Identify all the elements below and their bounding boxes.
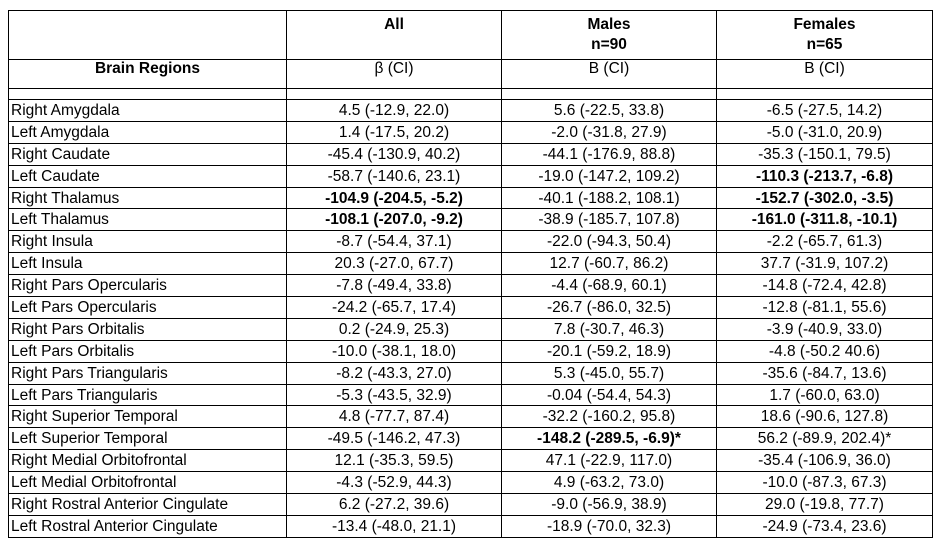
- females-cell: 1.7 (-60.0, 63.0): [717, 384, 933, 406]
- females-cell: -110.3 (-213.7, -6.8): [717, 165, 933, 187]
- all-cell: 6.2 (-27.2, 39.6): [287, 494, 502, 516]
- females-cell: 56.2 (-89.9, 202.4)*: [717, 428, 933, 450]
- table-row: [9, 231, 933, 253]
- region-cell: Right Insula: [9, 231, 287, 253]
- females-cell: -35.3 (-150.1, 79.5): [717, 143, 933, 165]
- table-row: [9, 275, 933, 297]
- header-males-n: n=90: [591, 36, 627, 53]
- region-cell: Right Pars Orbitalis: [9, 318, 287, 340]
- all-cell: 4.8 (-77.7, 87.4): [287, 406, 502, 428]
- all-cell: 12.1 (-35.3, 59.5): [287, 450, 502, 472]
- region-cell: Left Medial Orbitofrontal: [9, 472, 287, 494]
- males-cell: 7.8 (-30.7, 46.3): [502, 318, 717, 340]
- table-row: [9, 318, 933, 340]
- males-cell: -19.0 (-147.2, 109.2): [502, 165, 717, 187]
- all-cell: -10.0 (-38.1, 18.0): [287, 340, 502, 362]
- males-cell: -26.7 (-86.0, 32.5): [502, 297, 717, 319]
- region-cell: Right Thalamus: [9, 187, 287, 209]
- region-cell: Right Superior Temporal: [9, 406, 287, 428]
- females-cell: -4.8 (-50.2 40.6): [717, 340, 933, 362]
- females-cell: -10.0 (-87.3, 67.3): [717, 472, 933, 494]
- females-cell: -35.4 (-106.9, 36.0): [717, 450, 933, 472]
- spacer-cell: [9, 89, 287, 100]
- males-cell: -32.2 (-160.2, 95.8): [502, 406, 717, 428]
- females-cell: -3.9 (-40.9, 33.0): [717, 318, 933, 340]
- males-cell: -38.9 (-185.7, 107.8): [502, 209, 717, 231]
- females-cell: -6.5 (-27.5, 14.2): [717, 100, 933, 122]
- females-cell: -2.2 (-65.7, 61.3): [717, 231, 933, 253]
- table-row: [9, 384, 933, 406]
- region-cell: Left Amygdala: [9, 121, 287, 143]
- table-row: [9, 494, 933, 516]
- males-cell: 47.1 (-22.9, 117.0): [502, 450, 717, 472]
- brain-regions-table: [8, 10, 933, 538]
- all-cell: -45.4 (-130.9, 40.2): [287, 143, 502, 165]
- all-cell: -24.2 (-65.7, 17.4): [287, 297, 502, 319]
- region-cell: Right Medial Orbitofrontal: [9, 450, 287, 472]
- table-row: [9, 515, 933, 537]
- all-cell: 0.2 (-24.9, 25.3): [287, 318, 502, 340]
- table-row: [9, 472, 933, 494]
- all-cell: -13.4 (-48.0, 21.1): [287, 515, 502, 537]
- header-females-stat: B (CI): [717, 60, 933, 89]
- females-cell: -152.7 (-302.0, -3.5): [717, 187, 933, 209]
- all-cell: -4.3 (-52.9, 44.3): [287, 472, 502, 494]
- region-cell: Left Pars Triangularis: [9, 384, 287, 406]
- region-cell: Right Rostral Anterior Cingulate: [9, 494, 287, 516]
- females-cell: 37.7 (-31.9, 107.2): [717, 253, 933, 275]
- table-row: [9, 362, 933, 384]
- males-cell: -44.1 (-176.9, 88.8): [502, 143, 717, 165]
- males-cell: 12.7 (-60.7, 86.2): [502, 253, 717, 275]
- table-row: [9, 165, 933, 187]
- header-males: [502, 11, 717, 60]
- table-row: [9, 450, 933, 472]
- table-row: [9, 187, 933, 209]
- females-cell: -35.6 (-84.7, 13.6): [717, 362, 933, 384]
- males-cell: -2.0 (-31.8, 27.9): [502, 121, 717, 143]
- males-cell: -9.0 (-56.9, 38.9): [502, 494, 717, 516]
- table-row: [9, 428, 933, 450]
- region-cell: Left Thalamus: [9, 209, 287, 231]
- males-cell: -22.0 (-94.3, 50.4): [502, 231, 717, 253]
- all-cell: -108.1 (-207.0, -9.2): [287, 209, 502, 231]
- males-cell: -40.1 (-188.2, 108.1): [502, 187, 717, 209]
- males-cell: -148.2 (-289.5, -6.9)*: [502, 428, 717, 450]
- header-brain-regions: Brain Regions: [9, 60, 287, 89]
- table-row: [9, 297, 933, 319]
- males-cell: 4.9 (-63.2, 73.0): [502, 472, 717, 494]
- region-cell: Left Pars Orbitalis: [9, 340, 287, 362]
- table-row: [9, 340, 933, 362]
- region-cell: Left Insula: [9, 253, 287, 275]
- header-all-stat: β (CI): [287, 60, 502, 89]
- region-cell: Left Pars Opercularis: [9, 297, 287, 319]
- table-row: [9, 209, 933, 231]
- header-row-stats: [9, 60, 933, 89]
- header-males-label: Males: [587, 16, 631, 33]
- table-row: [9, 100, 933, 122]
- table-row: [9, 121, 933, 143]
- region-cell: Left Superior Temporal: [9, 428, 287, 450]
- header-row-groups: [9, 11, 933, 60]
- table-row: [9, 406, 933, 428]
- spacer-cell: [287, 89, 502, 100]
- females-cell: -14.8 (-72.4, 42.8): [717, 275, 933, 297]
- all-cell: 20.3 (-27.0, 67.7): [287, 253, 502, 275]
- all-cell: -8.7 (-54.4, 37.1): [287, 231, 502, 253]
- females-cell: 29.0 (-19.8, 77.7): [717, 494, 933, 516]
- header-females-n: n=65: [806, 36, 843, 53]
- males-cell: 5.3 (-45.0, 55.7): [502, 362, 717, 384]
- males-cell: -4.4 (-68.9, 60.1): [502, 275, 717, 297]
- region-cell: Left Caudate: [9, 165, 287, 187]
- females-cell: 18.6 (-90.6, 127.8): [717, 406, 933, 428]
- region-cell: Left Rostral Anterior Cingulate: [9, 515, 287, 537]
- header-all: [287, 11, 502, 60]
- header-females-label: Females: [793, 16, 856, 33]
- males-cell: 5.6 (-22.5, 33.8): [502, 100, 717, 122]
- all-cell: -8.2 (-43.3, 27.0): [287, 362, 502, 384]
- all-cell: -49.5 (-146.2, 47.3): [287, 428, 502, 450]
- females-cell: -24.9 (-73.4, 23.6): [717, 515, 933, 537]
- all-cell: 1.4 (-17.5, 20.2): [287, 121, 502, 143]
- males-cell: -18.9 (-70.0, 32.3): [502, 515, 717, 537]
- all-cell: -104.9 (-204.5, -5.2): [287, 187, 502, 209]
- all-cell: -58.7 (-140.6, 23.1): [287, 165, 502, 187]
- header-males-stat: B (CI): [502, 60, 717, 89]
- females-cell: -5.0 (-31.0, 20.9): [717, 121, 933, 143]
- header-all-label: All: [384, 16, 404, 33]
- females-cell: -12.8 (-81.1, 55.6): [717, 297, 933, 319]
- males-cell: -20.1 (-59.2, 18.9): [502, 340, 717, 362]
- region-cell: Right Caudate: [9, 143, 287, 165]
- table-row: [9, 143, 933, 165]
- all-cell: 4.5 (-12.9, 22.0): [287, 100, 502, 122]
- females-cell: -161.0 (-311.8, -10.1): [717, 209, 933, 231]
- region-cell: Right Amygdala: [9, 100, 287, 122]
- region-cell: Right Pars Opercularis: [9, 275, 287, 297]
- region-cell: Right Pars Triangularis: [9, 362, 287, 384]
- all-cell: -7.8 (-49.4, 33.8): [287, 275, 502, 297]
- corner-cell: [9, 11, 287, 60]
- males-cell: -0.04 (-54.4, 54.3): [502, 384, 717, 406]
- header-females: [717, 11, 933, 60]
- spacer-cell: [502, 89, 717, 100]
- all-cell: -5.3 (-43.5, 32.9): [287, 384, 502, 406]
- table-row: [9, 253, 933, 275]
- spacer-cell: [717, 89, 933, 100]
- spacer-row: [9, 89, 933, 100]
